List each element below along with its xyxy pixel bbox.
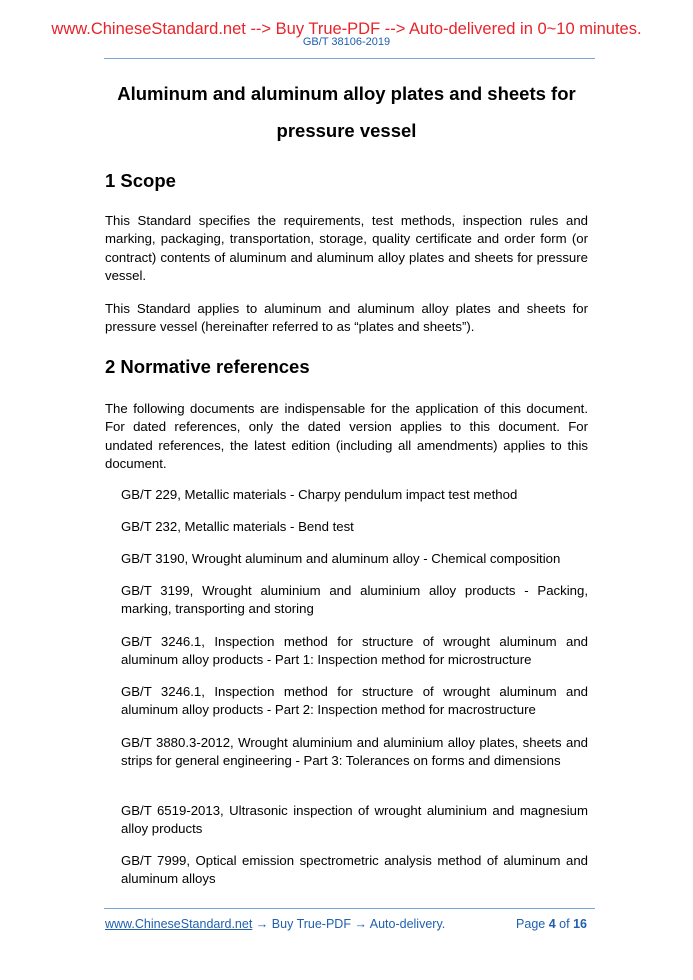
page-current-number: 4 [548, 917, 556, 931]
footer-site-link[interactable]: www.ChineseStandard.net [105, 917, 253, 931]
page-indicator [497, 916, 587, 932]
scope-paragraph-2: This Standard applies to aluminum and aluminum alloy plates and sheets for pressure vessel (hereinafter referred to as “plates and sheets”). [105, 301, 588, 335]
reference-item: GB/T 7999, Optical emission spectrometric analysis method of aluminum and aluminum alloys [121, 853, 588, 887]
arrow-right-icon: → [255, 917, 269, 931]
header-divider [104, 58, 595, 59]
section-heading-scope: 1 Scope [105, 170, 176, 191]
reference-item: GB/T 3246.1, Inspection method for structure of wrought aluminum and aluminum alloy products - Part 1: Inspection method for microstructure [121, 634, 588, 668]
reference-item: GB/T 3190, Wrought aluminum and aluminum alloy - Chemical composition [121, 551, 561, 566]
reference-item: GB/T 232, Metallic materials - Bend test [121, 519, 354, 534]
promo-banner[interactable]: www.ChineseStandard.net --> Buy True-PDF --> Auto-delivered in 0~10 minutes. [51, 20, 642, 38]
reference-item: GB/T 3880.3-2012, Wrought aluminium and aluminium alloy plates, sheets and strips for general engineering - Part 3: Tolerances on forms and dimensions [121, 735, 588, 769]
reference-item: GB/T 229, Metallic materials - Charpy pendulum impact test method [121, 487, 518, 502]
footer-links [105, 916, 445, 932]
arrow-right-icon: → [354, 917, 367, 931]
document-title-line-1: Aluminum and aluminum alloy plates and sheets for [117, 83, 576, 104]
page-label: Page [516, 917, 546, 931]
reference-item: GB/T 3199, Wrought aluminium and aluminium alloy products - Packing, marking, transporting and storing [121, 583, 588, 617]
normative-intro-paragraph: The following documents are indispensable for the application of this document. For dated references, only the dated version applies to this document. For undated references, the latest edition (including all amendments) applies to this document. [105, 401, 588, 471]
scope-paragraph-1: This Standard specifies the requirements, test methods, inspection rules and marking, packaging, transportation, storage, quality certificate and order form (or contract) contents of aluminum and aluminum alloy plates and sheets for pressure vessel. [105, 213, 588, 283]
page-of-label: of [559, 917, 570, 931]
footer-divider [104, 908, 595, 909]
reference-item: GB/T 3246.1, Inspection method for structure of wrought aluminum and aluminum alloy products - Part 2: Inspection method for macrostructure [121, 684, 588, 718]
page-total-number: 16 [573, 917, 587, 931]
footer-delivery-text: Auto-delivery. [369, 917, 446, 931]
section-heading-normative-references: 2 Normative references [105, 356, 310, 377]
document-title-line-2: pressure vessel [276, 120, 417, 141]
reference-item: GB/T 6519-2013, Ultrasonic inspection of wrought aluminium and magnesium alloy products [121, 803, 588, 837]
footer-buy-link[interactable]: Buy True-PDF [271, 917, 351, 931]
standard-code: GB/T 38106-2019 [302, 36, 391, 48]
